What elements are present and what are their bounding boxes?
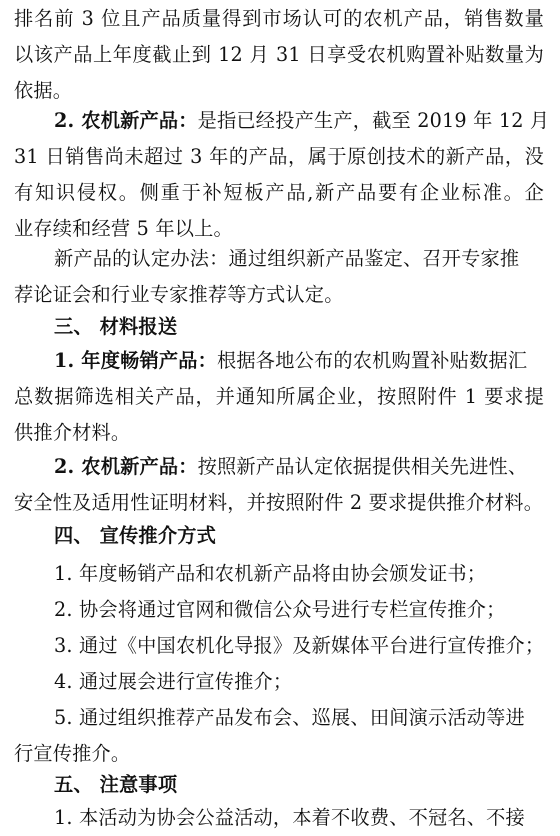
paragraph-line: 31 日销售尚未超过 3 年的产品，属于原创技术的新产品，没: [14, 145, 544, 168]
item-text: 按照新产品认定依据提供相关先进性、: [197, 455, 528, 478]
list-item: 5. 通过组织推荐产品发布会、巡展、田间演示活动等进: [54, 706, 525, 729]
section-heading: 四、 宣传推介方式: [54, 524, 216, 547]
paragraph-line: 有知识侵权。侧重于补短板产品,新产品要有企业标准。企: [14, 181, 544, 204]
paragraph-line: 安全性及适用性证明材料，并按照附件 2 要求提供推介材料。: [14, 491, 544, 514]
section-heading: 三、 材料报送: [54, 315, 178, 338]
paragraph-line: [54, 103, 549, 139]
paragraph-line: [54, 343, 527, 379]
paragraph-line: 业存续和经营 5 年以上。: [14, 217, 233, 240]
item-title: 2. 农机新产品：: [54, 109, 198, 132]
paragraph-line: 荐论证会和行业专家推荐等方式认定。: [14, 283, 344, 306]
item-title: 2. 农机新产品：: [54, 455, 198, 478]
paragraph-line: 新产品的认定办法：通过组织新产品鉴定、召开专家推: [54, 247, 520, 270]
item-title: 1. 年度畅销产品：: [54, 349, 218, 372]
list-item: 3. 通过《中国农机化导报》及新媒体平台进行宣传推介；: [54, 634, 545, 657]
list-item: 2. 协会将通过官网和微信公众号进行专栏宣传推介；: [54, 598, 506, 621]
item-text: 根据各地公布的农机购置补贴数据汇: [217, 349, 528, 372]
list-item: 1. 年度畅销产品和农机新产品将由协会颁发证书；: [54, 562, 487, 585]
list-item: 行宣传推介。: [14, 742, 131, 765]
paragraph-line: 供推介材料。: [14, 421, 131, 444]
paragraph-line: 排名前 3 位且产品质量得到市场认可的农机产品，销售数量: [14, 7, 544, 30]
paragraph-line: 依据。: [14, 79, 73, 102]
list-item: 1. 本活动为协会公益活动，本着不收费、不冠名、不接: [54, 806, 525, 829]
paragraph-line: [54, 449, 527, 485]
paragraph-line: 总数据筛选相关产品，并通知所属企业，按照附件 1 要求提: [14, 385, 544, 408]
paragraph-line: 以该产品上年度截止到 12 月 31 日享受农机购置补贴数量为: [14, 43, 544, 66]
item-text: 是指已经投产生产，截至 2019 年 12 月: [197, 109, 550, 132]
list-item: 4. 通过展会进行宣传推介；: [54, 670, 293, 693]
section-heading: 五、 注意事项: [54, 773, 178, 796]
